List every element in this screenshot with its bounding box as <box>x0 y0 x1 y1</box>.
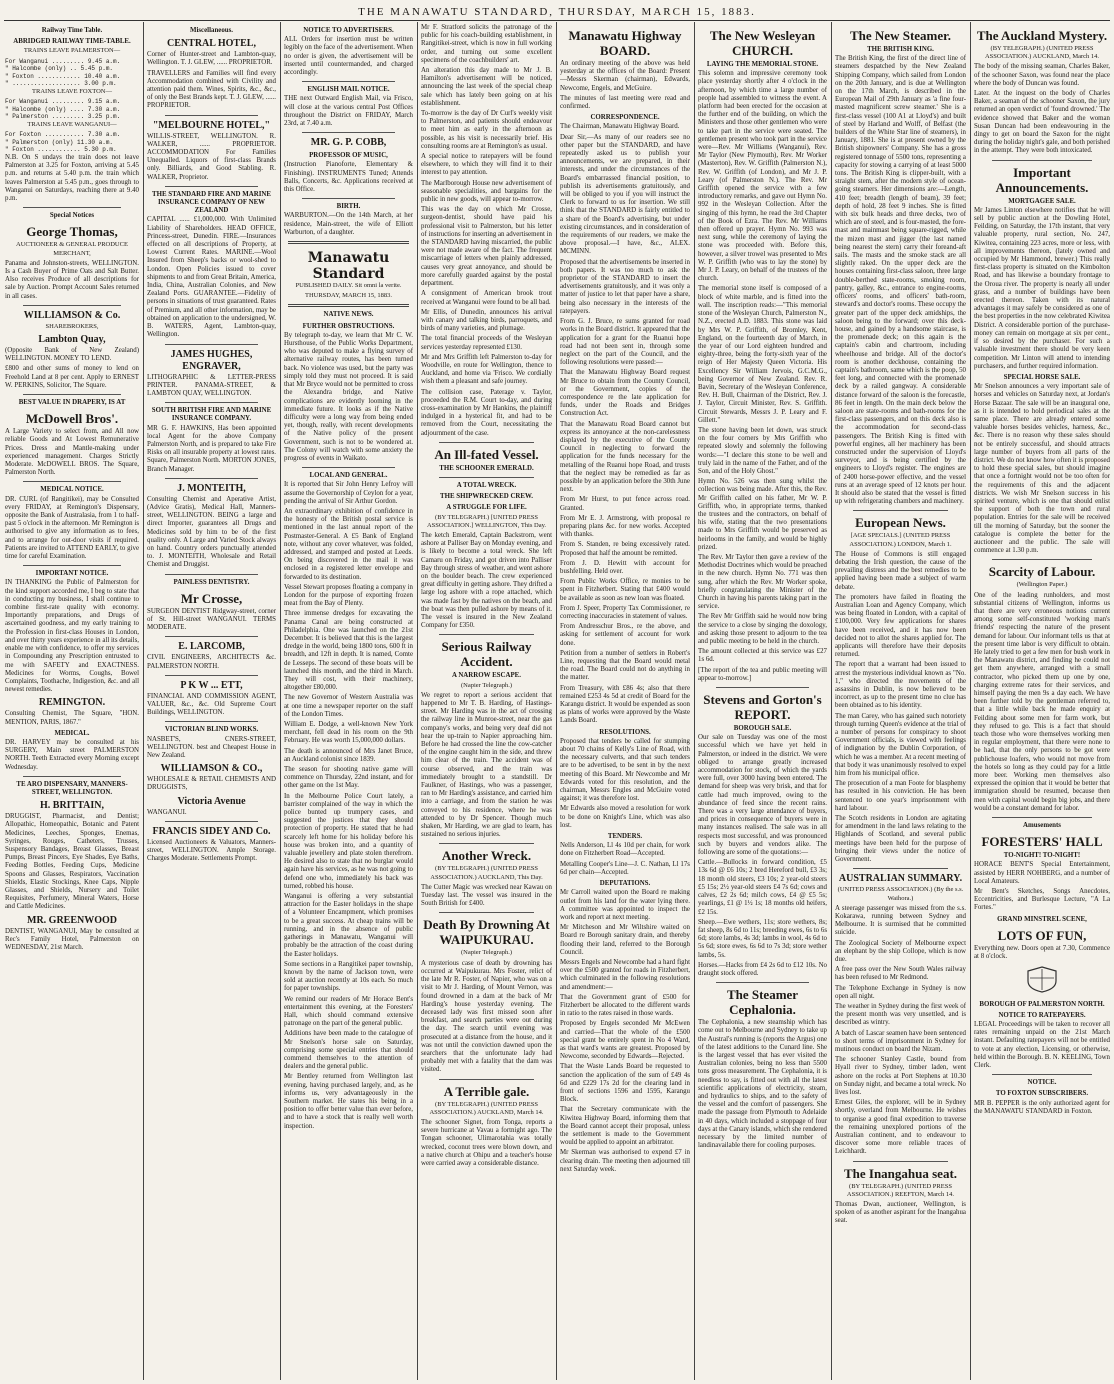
column-divider <box>556 22 557 1380</box>
paragraph: This solemn and impressive ceremony took place yesterday shortly after 4 o'clock in the afternoon, by which time a large number of people had assembled to witness the event. A platform had been erected for the occasion at the further end of the building, on which the Ministers and those other gentlemen who were to take part in the service were seated. The gentlemen present who took part in the service were—Rev. Mr Williams (Wanganui), Rev. Mr Taylor (New Plymouth), Rev. Mr Worker (Masterton), Rev. W. Griffith (Palmerston N.), Rev. W. Griffith (of London), and Mr J. P. Leary (of Palmerston N.). The Rev. Mr Griffith opened the service with a few introductory remarks, and gave out Hymn No. 992 in the Wesleyan Collection. After the singing of this hymn, he read the 3rd Chapter of the Book of Ezra. The Rev. Mr Williams then offered up prayer. Hymn No. 993 was next sung, while the ceremony of laying the stone was proceeded with. Before this, however, a silver trowel was presented to Mrs W. P. Griffith (who was to lay the stone) by Mr J. P. Leary, on behalf of the trustees of the church. <box>698 70 827 283</box>
paragraph: (Opposite Bank of New Zealand) WELLINGTON. MONEY TO LEND. <box>5 347 139 363</box>
paragraph: Panama and Johnston-streets, WELLINGTON. Is a Cash Buyer of Prime Oats and Salt Butter. Also receives Produce of all descriptions for sale by Auction. Prompt Account Sales returned in all cases. <box>5 259 139 300</box>
paragraph: ALL Orders for insertion must be written legibly on the face of the advertisement. When no order is given, the advertisement will be inserted until countermanded, and charged accordingly. <box>284 36 413 77</box>
paragraph: CIVIL ENGINEERS, ARCHITECTS &c. PALMERSTON NORTH. <box>147 654 276 670</box>
paragraph: Mr Edwards also moved a resolution for work to be done on Knight's Line, which was also lost. <box>560 805 690 829</box>
paper-masthead: Manawatu Standard <box>307 250 390 283</box>
section-heading: MEDICAL NOTICE. <box>40 486 104 494</box>
section-heading: A STRUGGLE FOR LIFE. <box>446 504 527 512</box>
paragraph: DRUGGIST, Pharmacist, and Dentist; Allopathic, Homeopathic, Botanic and Patent Medicines, Leeches, Sponges, Enemas, Syringes, Rouges, Catheters, Trusses, Suspensory Bandages, Breast Glasses, Breast Pumps, Breast Pincers, Eye Shades, Eye Baths, Feeding Bottles, Feeding Cups, Medicine Spoons and Glasses, Respirators, Vaccination Shields, Elastic Stockings, Knee Caps, Nipple Glasses, and Shields, Nursery and Toilet Requisites, Perfumery, Mineral Waters, Horse and Cattle Medicines. <box>5 813 139 911</box>
paragraph: From Andresschur Bros., re the above, and asking for settlement of account for work done. <box>560 623 690 647</box>
paragraph: The prosecution of a man Foote for blasphemy has resulted in his conviction. He has been sentenced to one year's imprisonment with hard labour. <box>835 780 966 812</box>
column-divider <box>831 22 832 1380</box>
paragraph: The Zoological Society of Melbourne expect an elephant by the ship Collope, which is now due. <box>835 939 966 963</box>
paragraph: A steerage passenger was missed from the s.s. Kokarawa, running between Sydney and Melbourne. It is surmised that he committed suicide. <box>835 904 966 937</box>
paragraph: The schooner Stanley Castle, bound from Hyall river to Sydney, timber laden, went ashore on the rocks at Port Stephens at 10.30 on Sunday night, and became a total wreck. No lives lost. <box>835 1056 966 1096</box>
headline: Manawatu Highway BOARD. <box>568 28 682 58</box>
paragraph: Our sale on Tuesday was one of the most successful which we have yet held in Palmerston, or indeed in the district. We were obliged to arrange greatly increased accommodation for stock, of which the yards were full, over 3000 having been entered. The demand for sheep was very brisk, and that for cattle had much improved, owing to the abundance of feed since the recent rains. There was a very large attendance of buyers, and prices in consequence of buyers were in many instances realised. The sale was in all respects most successful, and was pronounced such by buyers and vendors alike. The following are some of the quotations:— <box>698 734 827 857</box>
section-rule <box>853 1161 948 1162</box>
paragraph: LITHOGRAPHIC & LETTER-PRESS PRINTER. PANAMA-STREET, & LAMBTON QUAY, WELLINGTON. <box>147 373 276 397</box>
paragraph: A consignment of American brook trout received at Wanganui were found to be all bad. <box>421 290 552 306</box>
sub-headline: MR. G. P. COBB, <box>310 137 387 149</box>
paragraph: Metalling Cooper's Line—J. C. Nathan, Ll 17s 6d per chain—Accepted. <box>560 860 690 876</box>
section-heading: LAYING THE MEMORIAL STONE. <box>706 61 819 68</box>
section-rule <box>165 478 258 479</box>
paragraph: The weather in Sydney during the first week of the present month was very unsettled, and is described as wintry. <box>835 1002 966 1027</box>
paragraph: Thomas Dwan, auctioneer, Wellington, is spoken of as another aspirant for the Inangahua seat. <box>835 1201 966 1225</box>
paragraph: The Rev Mr Griffith said he would now bring the service to a close by singing the doxology, and asking those present to adjourn to the tea and public meeting to be held in the church. <box>698 613 827 646</box>
sub-headline: JAMES HUGHES, ENGRAVER, <box>170 348 253 372</box>
sub-headline: Victoria Avenue <box>177 795 246 807</box>
paragraph: DR. CURL (of Rangitikei), may be Consulted every FRIDAY, at Remington's Dispensary, opposite the Bank of Australasia, from 1 to half-past 5 o'clock in the afternoon. Mr Remington is authorised to give any information as to fees, and to arrange for out-door visits if required. Patients are invited to ATTEND EARLY, to give time for careful Examination. <box>5 495 139 561</box>
paragraph: In the Melbourne Police Court lately, a barrister complained of the way in which the police bunted up trumpery cases, and suggested the justices that they should protection of property. He stated that he had scarcely left home for his holiday before his house was broken into, and a quantity of valuable jewellery and plate stolen therefrom. He desired also to state that no burglar would again have his services, as he was not going to defend one who, immediately his back was turned, robbed his house. <box>284 792 413 890</box>
section-rule <box>716 982 809 983</box>
paragraph: The Cutter Magic was wrecked near Kawau on Tuesday last. The vessel was insured in the South British for £400. <box>421 883 552 908</box>
column-4-local-news <box>421 24 552 1380</box>
paragraph: The total financial proceeds of the Wesleyan services yesterday represented £130. <box>421 335 552 351</box>
paragraph: Everything new. Doors open at 7.30, Commence at 8 o'clock. <box>974 944 1110 961</box>
section-heading: THE BRITISH KING. <box>867 46 934 53</box>
dateline: AUCTIONEER & GENERAL PRODUCE MERCHANT, <box>16 241 128 257</box>
section-heading: NOTICE. <box>1027 1079 1057 1087</box>
paragraph: The season for shooting native game will commence on Thursday, 22nd instant, and for other game on the 1st May. <box>284 766 413 790</box>
dateline: (BY TELEGRAPH.) [UNITED PRESS ASSOCIATION.] WELLINGTON, This Day. <box>426 513 547 529</box>
double-rule <box>288 241 409 244</box>
section-rule <box>23 207 121 208</box>
section-rule <box>439 912 534 913</box>
paragraph: Three immense dredges for excavating the Panama Canal are being constructed at Philadelphia. One was launched on the 21st December. It is believed that this is the largest dredge in the world, being 1800 tons, 600 ft in breadth, and 12ft in depth. It is named, Comte de Lesseps. The second of these boats will be launched this month, and the third in March. They will cost, with their machinery, altogether £80,000. <box>284 610 413 692</box>
paragraph: IN THANKING the Public of Palmerston for the kind support accorded me, I beg to state that in conducting my business, I shall continue to combine first-rate quality with economy. Importantly preparations, and Drugs of ascertained goodness, and my early training to the Profession in first-class Houses in London, and over thirty years experience in all its details, enable me with confidence, to offer my services in Compounding any Prescription entrusted to me with SAFETY and EXACTNESS. Medicines for Worms, Coughs, Bowel Complaints, Toothache, Indigestion, &c. and all newest remedies. <box>5 579 139 694</box>
section-heading: IMPORTANT NOTICE. <box>35 570 109 578</box>
section-rule <box>165 186 258 187</box>
sub-headline: E. LARCOMB, <box>178 641 245 653</box>
paragraph: The minutes of last meeting were read and confirmed. <box>560 94 690 111</box>
paragraph: Mr Ellis, of Dunedin, announces his arrival with canary and talking birds, parroquets, and birds of many varieties, and plumage. <box>421 308 552 333</box>
paragraph: By telegraph to-day, we learn that Mr C. W. Hursthouse, of the Public Works Department, who was deputed to make a flying survey of alternative railway routes, has been turned back. No violence was used, but the party was simply told they must not proceed. It is said that Mr Bryce would not be permitted to cross the Alexandra bridge, and Native complications are evidently looming in the immediate future. It looks as if the Native difficulty were a long way from being ended yet, though, really, with recent developments of the Native policy of the present Government, such is not to be wondered at. The Colony will watch with some anxiety the progress of events in Waikato. <box>284 331 413 462</box>
section-heading: PROFESSOR OF MUSIC, <box>309 152 388 160</box>
paragraph: From Mr Hurst, to put fence across road. Granted. <box>560 496 690 512</box>
paragraph: The British King, the first of the direct line of steamers despatched by the New Zealand Shipping Company, which sailed from London on the 20th January, and is due at Wellington on the 17th March, is described in the European Mail of 29th January as 'a fine four-masted magnificent screw steamer.' She is a first-class vessel (100 A1 at Lloyd's) and built of steel by Harland and Wolff, of Belfast (the builders of the White Star line of steamers), in January, 1881. She is at present owned by the British shipowners' Company. She has a gross registered tonnage of 5500 tons, representing a capacity for stowing a carrying of at least 5000 tons. The British King is clipper-built, with a straight stem, after the modern style of ocean-going steamers. Her dimensions are:—Length, 410 feet; breadth (length of beam), 39 feet; depth of hold, 28 feet 9 inches. She is fitted with six bulk heads and three decks, two of which are of steel, and is four-masted, the fore-mast and mainmast being square-rigged, while the mizen mast and jigger (the last named being nearest the stern) carry their foreand-aft sails. The masts and the smoke stack are all slightly raked. On the upper deck are the houses containing first-class saloon, three large double-berthed state-rooms, smoking room, pantry, galley, &c., entrance to engine-rooms, officers' rooms, and officers' bath-room, steward's and doctor's rooms. These occupy the greater part of the upper deck amidships, the saloon being to the forward; over this deck-house, and gained by a handsome staircase, is the promenade deck; on this again is the captain's cabin and chartroom, including wheelhouse and bridge. All of the doctor's room is another deckhouse, containing the captain's bathroom, same which is the poop, 50 feet long, and connected with the promenade deck by a railed gangway. A considerable distance forward of the saloon is the forecastle, 86 feet in length. On the main deck below the saloon are state-rooms and bath-rooms for the first-class passengers, and on this deck also is the accommodation for second-class passengers. The British King is fitted with powerful engines, all her machinery has been constructed under the supervision of Lloyd's surveyor, and is being certified by the engineers to Lloyd's register. The engines are of 2400 horse-power effective, and the vessel runs at an average speed of 12 knots per hour. It should also be stated that the vessel is fitted up with refrigerating chambers and machinery. <box>835 55 966 506</box>
paragraph: Mr Bentley returned from Wellington last evening, having purchased largely, and, as he informs us, very advantageously in the Southern market. He states his being in a position to offer better value than ever before, and to have a stock that is really well worth inspection. <box>284 1073 413 1130</box>
sub-headline: J. MONTEITH, <box>177 482 246 494</box>
column-7-new-steamer <box>835 24 966 1380</box>
paragraph: The report that a warrant had been issued to arrest the mysterious individual known as "No. 1," who directed the movements of the assassins in Dublin, is now believed to be incorrect, as up to the present time no clue has been obtained as to his identity. <box>835 661 966 710</box>
column-3-editorial <box>284 24 413 1380</box>
headline: Death By Drowning At WAIPUKURAU. <box>423 917 550 948</box>
section-rule <box>165 675 258 676</box>
dateline: [AGE SPECIALS.] (UNITED PRESS ASSOCIATION.) LONDON, March 1. <box>849 532 952 548</box>
paragraph: Vessel Stewart proposes floating a company in London for the purpose of exporting frozen meat from the Bay of Plenty. <box>284 583 413 608</box>
paragraph: The Rev. Mr Taylor then gave a review of the Methodist Doctrines which would be preached in the new church. Hymn No. 771 was then sung, after which the Rev. Mr Worker spoke, briefly congratulating the Minister of the Church in having his parents taking part in the service. <box>698 553 827 611</box>
section-rule <box>165 636 258 637</box>
paragraph: The Scotch residents in London are agitating for amendment in the land laws relating to the Highlands of Scotland, and several public meetings have been held for the purpose of bringing their views under the notice of Government. <box>835 815 966 864</box>
newspaper-header: THE MANAWATU STANDARD, THURSDAY, MARCH 15, 1883. <box>358 6 756 18</box>
section-heading: CORRESPONDENCE. <box>590 114 660 122</box>
section-rule <box>716 687 809 688</box>
double-rule <box>288 304 409 307</box>
paragraph: Mr Bent's Sketches, Songs Anecdotes, Eccentricities, and Burlesque Lecture, "A La Fortes." <box>974 888 1110 912</box>
section-rule <box>165 344 258 345</box>
paragraph: From Mr E. J. Armstrong, with proposal re preparing plans &c. for new works. Accepted with thanks. <box>560 514 690 539</box>
section-rule <box>23 481 121 482</box>
sub-headline: Lambton Quay, <box>38 334 106 345</box>
paragraph: A batch of Lascar seamen have been sentenced to short terms of imprisonment in Sydney for mutinous conduct on board the Nizam. <box>835 1029 966 1053</box>
paragraph: We remind our readers of Mr Horace Bent's entertainment this evening, at the Foresters' Hall, which should command extensive patronage on the part of the general public. <box>284 995 413 1028</box>
paragraph: Cattle.—Bullocks in forward condition, £5 13s 6d @ £6 10s; 2 bred Hereford bull, £3 3s; 18 month old steers, £3 10s; 2 year-old steers £5 15s; 2½ year-old steers £4 7s 6d; cows and calves, £2 2s 6d; milch cows, £4 @ £5 5s; yearlings, £1 @ 1½ 1s; 18 months old heifers, £2 15s. <box>698 859 827 916</box>
sub-headline: CENTRAL HOTEL, <box>167 38 256 50</box>
paragraph: (Instruction Pianoforte, Elementary & Finishing). INSTRUMENTS Tuned; Attends Balls, Concerts, &c. Applications received at this Office. <box>284 161 413 194</box>
column-8-auckland-mystery <box>974 24 1110 1380</box>
section-heading: TENDERS. <box>607 833 643 841</box>
sub-headline: REMINGTON. <box>38 697 106 709</box>
section-rule <box>439 442 534 443</box>
paragraph: From Public Works Office, re monies to be spent in Fitzherbert. Stating that £400 would be available as soon as new loan was floated. <box>560 578 690 602</box>
paragraph: WHOLESALE & RETAIL CHEMISTS AND DRUGGISTS, <box>147 776 276 792</box>
section-heading: Railway Time Table. <box>41 27 103 34</box>
section-rule <box>302 198 395 199</box>
paragraph: DR. HARVEY may be consulted at his SURGERY, Main street PALMERSTON NORTH. Teeth Extracted every Morning except Wednesday. <box>5 738 139 771</box>
headline: Scarcity of Labour. <box>988 564 1096 580</box>
section-heading: A NARROW ESCAPE. <box>452 672 521 680</box>
headline: Mr Crosse, <box>180 590 243 606</box>
paragraph: That the Secretary communicate with the Kiwitea Highway Board, informing them that the Board cannot accept their proposal, unless the settlement is made to the Government would be applied to appoint an arbitrator. <box>560 1106 690 1147</box>
paragraph: Corner of Hunter-street and Lambton-quay, Wellington. T. J. GLEW, ...... PROPRIETOR. <box>147 51 276 67</box>
section-heading: PAINLESS DENTISTRY. <box>173 578 250 586</box>
paragraph: The body of the missing seaman, Charles Baker, of the schooner Saxon, was found near the place where the body of Duncan was found. <box>974 63 1110 87</box>
timetable: For Wanganui ......... 9.45 a.m. " Halcombe (only) .. 5.45 p.m. " Foxton ............ 10.40 a.m. " ................... 3.00 p.m. <box>5 57 121 88</box>
section-rule <box>992 559 1092 560</box>
headline: Important Announcements. <box>995 164 1089 195</box>
dateline: (BY TELEGRAPH.) (UNITED PRESS ASSOCIATION.) AUCKLAND, This Day. <box>430 865 543 881</box>
section-heading: NOTICE TO ADVERTISERS. <box>303 27 394 34</box>
paragraph: A free pass over the New South Wales railway has been refused to Mr Redmond. <box>835 966 966 982</box>
paragraph: Hymn No. 526 was then sung whilst the collection was being made. After this, the Rev. Mr Griffith called on his father, Mr W. P. Griffith, who, in appropriate terms, thanked the trustees and the contractors, on behalf of his wife, stating that the two presentations made to Mrs Griffith would be preserved as heirlooms in the family, and would be highly prized. <box>698 478 827 551</box>
paragraph: We regret to report a serious accident that happened to Mr T. B. Harding, of Hastings-street. Mr Harding was in the act of crossing the railway line in Munroe-street, near the gas company's works, and being very deaf did not hear the up-train to Napier approaching him. Before he had crossed the line the cow-catcher of the engine caught him in the side, and threw him clear of the train. The accident was of course observed, and the train was immediately brought to a standstill. Dr Faulkner, of Hastings, who was a passenger, ran to Mr Harding's assistance, and carried him into a carriage, and from the station he was conveyed to his residence, where he was attended to by Dr Spencer. Though much shaken, Mr Harding, we are glad to learn, has sustained no serious injuries. <box>421 691 552 839</box>
section-heading: SPECIAL HORSE SALE. <box>1003 373 1081 381</box>
paragraph: The ketch Emerald, Captain Backstrom, went ashore at Palliser Bay on Monday evening, and is likely to become a total wreck. She left Camaru on Friday, and got driven into Palliser Bay through stress of weather, and went ashore on the boulder beach. The crew experienced great difficulty in getting ashore. They drifted a large log ashore with a rope attached, which was made fast by the natives on the beach, and the boat was then pulled ashore by means of it. The vessel is insured in the New Zealand Company for £350. <box>421 531 552 630</box>
section-rule <box>439 1079 534 1080</box>
section-heading: SOUTH BRITISH FIRE AND MARINE INSURANCE COMPANY. <box>151 407 272 423</box>
column-divider <box>280 22 281 1380</box>
paragraph: Sheep.—Ewe wethers, 11s; store wethers, 8s; fat sheep, 8s 6d to 11s; breeding ewes, 6s to 6s 6d; store lambs, 4s 3d; lambs in wool, 4s 6d to 5s 6d; store ewes, 6s 6d to 7s 3d; store wether lambs, 5s. <box>698 918 827 959</box>
paragraph: The schooner Signet, from Tonga, reports a severe hurricane at Vavau a fortnight ago. The Tongan schooner, Ulimarotahia was totally wrecked, coconut trees were blown down, and a native church at Ohipu and a teacher's house were carried away a considerable distance. <box>421 1118 552 1167</box>
paragraph: Proposed that tenders be called for stumping about 70 chains of Kelly's Line of Road, with the necessary culverts, and that such tenders are to be advertised, to be sent in by the next meeting of this Board. Mr Newcombe and Mr Edwards voted for this resolution, and the chairman, Messrs Engles and McGuire voted against; it was therefore lost. <box>560 737 690 803</box>
paragraph: It is reported that Sir John Henry Lefroy will assume the Governorship of Ceylon for a year, pending the arrival of Sir Arthur Gordon. <box>284 481 413 505</box>
sub-headline: WILLIAMSON & Co. <box>23 309 121 321</box>
section-heading: TO-NIGHT! TO-NIGHT! <box>1003 852 1081 860</box>
section-heading: MEDICAL. <box>54 729 90 737</box>
paragraph: Licensed Auctioneers & Valuators, Manners-street, WELLINGTON. Ample Storage. Charges Moderate. Settlements Prompt. <box>147 838 276 863</box>
section-heading: ENGLISH MAIL NOTICE. <box>307 86 390 94</box>
headline: LOTS OF FUN, <box>997 927 1087 943</box>
section-heading: TE ARO DISPENSARY, MANNERS-STREET, WELLINGTON. <box>16 780 128 796</box>
paragraph: Some sections in a Rangitikei paper township, known by the name of Jackson town, were sold at auction recently at 10s each. So much for paper townships. <box>284 960 413 993</box>
headline: The Auckland Mystery. <box>976 28 1108 43</box>
paragraph: Mr Snelson announces a very important sale of horses and vehicles on Saturday next, at Jordan's Horse Bazaar. The sale will be an inaugural one, as it is intended to hold periodical sales at the same place. There are already entered some valuable horses besides vehicles, harness, &c., &c. There is no reason why these sales should not be entirely successful, and should attracts large number of buyers from all parts of the district. We do not know how often it is proposed to hold these special sales, but should imagine that once a fortnight would not be too often for the requirements of this and the adjacent districts. We wish Mr Snelson success in his spirited venture, which is one that should enlist the support of both the town and rural population. Entries for the sale will be received till the morning of Saturday, but the sooner the catalogue is complete the better for the auctioneer and the public. The sale will commence at 1.30 p.m. <box>974 383 1110 555</box>
section-heading: FURTHER OBSTRUCTIONS. <box>302 322 395 330</box>
paragraph: The memorial stone itself is composed of a block of white marble, and is fitted into the wall. The inscription reads:—"This memorial stone of the Wesleyan Church, Palmerston N., N.Z., erected A.D. 1883. This stone was laid by Mrs W. P. Griffith, of Bromley, Kent, England, on the fourteenth day of March, in the year of our Lord eighteen hundred and eighty-three, being the forty-sixth year of the reign of Her Majesty Queen Victoria. His Excellency Sir William Jervois, G.C.M.G., being Governor of New Zealand. Rev. R. Bavin, Secretary of the Wesleyan Conference, Rev. H. Bull, Chairman of the District, Rev. J. J. Taylor, Circuit Minister, Rev. S. Griffith. Circuit Stewards, Messrs J. P. Leary and F. Gillett." <box>698 285 827 424</box>
paragraph: A Large Variety to select from, and All now reliable Goods and At Lowest Remunerative Prices. Dress and Mantle-making under experienced management. Charges Strictly Moderate. McDOWELL BROS. The Square, Palmerston North. <box>5 428 139 477</box>
section-heading: DEPUTATIONS. <box>599 880 651 888</box>
paragraph: £800 and other sums of money to lend on Freehold Land at 8 per cent. Apply to ERNEST W. PERKINS, Solicitor, The Square. <box>5 365 139 389</box>
paragraph: TRAVELLERS and Families will find every Accommodation combined with Civility and attention paid them. Wines, Spirits, &c., &c., of only the Best Brands kept. T. J. GLEW, ...... PROPRIETOR. <box>147 69 276 110</box>
paragraph: A special notice to ratepayers will be found elsewhere, to which they will find it to their interest to pay attention. <box>421 153 552 177</box>
paragraph: Mr F. Stratford solicits the patronage of the public for his coach-building establishment, in Rangitikei-street, which is now in full working order, and turning out some excellent specimens of the coachbuilders' art. <box>421 24 552 64</box>
section-heading: NATIVE NEWS. <box>323 311 374 319</box>
paragraph: The collision case, Paterage v. Taylor, proceeded the R.M. Court to-day, and during cross-examination by Mr Hankins, the plaintiff indulged in a hysterical fit, and had to be removed from the Court, necessitating the adjournment of the case. <box>421 388 552 437</box>
paragraph: From J. Speer, Property Tax Commissioner, re correcting inaccuracies in statement of values. <box>560 604 690 620</box>
headline: FORESTERS' HALL <box>981 834 1103 850</box>
paragraph: From Treasury, with £86 4s; also that there remained £253 4s 5d at credit of Board for the Karangu district. It would be expended as soon as plans of works were approved by the Waste Lands Board. <box>560 684 690 725</box>
section-rule <box>165 574 258 575</box>
section-heading: BIRTH. <box>336 203 361 211</box>
paragraph: To-morrow is the day of Dr Curl's weekly visit to Palmerston, and patients should endeavour to meet him as early in the afternoon as possible, as his visit is necessarily brief. His consulting rooms are at Remington's as usual. <box>421 110 552 150</box>
paragraph: The Telephone Exchange in Sydney is now open all night. <box>835 984 966 1000</box>
section-heading: TO FOXTON SUBSCRIBERS. <box>995 1090 1089 1098</box>
section-rule <box>165 402 258 403</box>
paragraph: Mr and Mrs Griffith left Palmerston to-day for Woodville, en route for Wellington, thence to Auckland, and home via 'Frisco. We cordially wish them a pleasant and safe journey. <box>421 353 552 386</box>
dateline: (BY TELEGRAPH.) (UNITED PRESS ASSOCIATION.) AUCKLAND, March 14. <box>429 1100 544 1116</box>
paragraph: [The report of the tea and public meeting will appear to-morrow.] <box>698 666 827 682</box>
paragraph: That the Manawatu Road Board cannot but express its annoyance at the non-carelessness displayed by the executive of the County Council in neglecting to forward the application for the funds necessary for the metalling of the Ruanui hope Road, and trusts that the neglect may be remedied as far as possible by an application before the 30th June next. <box>560 420 690 494</box>
headline: European News. <box>855 515 946 531</box>
paragraph: William E. Dodge, a well-known New York merchant, fell dead in his room on the 9th February. He was worth 15,000,000 dollars. <box>284 721 413 745</box>
headline: Another Wreck. <box>441 848 532 864</box>
section-heading: THE SCHOONER EMERALD. <box>439 464 534 472</box>
paragraph: The Chairman, Manawatu Highway Board. <box>560 123 680 131</box>
paragraph: MR G. F. HAWKINS, Has been appointed local Agent for the above Company Palmerston North, and is prepared to take Fire Risks on all insurable property at lowest rates. Square, Palmerston North. MORTON JONES, Branch Manager. <box>147 424 276 473</box>
paragraph: The amount collected at this service was £27 1s 6d. <box>698 648 827 664</box>
paragraph: Messrs Engels and Newcombe had a hard fight over the £500 granted for roads in Fitzherbert, which culminated in the following resolutions and amendment:— <box>560 958 690 991</box>
paragraph: WILLIS-STREET, WELLINGTON. R. WALKER, ...... PROPRIETOR. ACCOMMODATION For Families Unequalled. Liquors of first-class Brands only. Billiards, and Good Stabling. R. WALKER, Proprietor. <box>147 132 276 181</box>
paragraph: Consulting Chemist and Aperative Artist, (Advice Gratis), Medical Hall, Manners-street, WELLINGTON. BEING a large and direct Importer, guarantees all Drugs and Medicines sold by him to be of the first quality only. A Large and Varied Stock always on hand. Country orders punctually attended to. J. MONTEITH, Wholesale and Retail Chemist and Druggist. <box>147 495 276 569</box>
section-heading: MORTGAGEE SALE. <box>1008 197 1076 205</box>
sub-headline: WILLIAMSON & CO., <box>160 763 263 775</box>
column-5-highway-board <box>560 24 690 1380</box>
section-rule <box>23 394 121 395</box>
section-heading: LOCAL AND GENERAL. <box>309 472 388 480</box>
dateline: (BY TELEGRAPH.) (UNITED PRESS ASSOCIATION.) REEFTON, March 14. <box>846 1182 955 1198</box>
paragraph: WANGANUI. <box>147 808 187 816</box>
dateline: TRAINS LEAVE WANGANUI— <box>27 120 117 128</box>
paragraph: An alteration this day made to Mr J. B. Hamilton's advertisement will be noticed, announcing the last week of the special cheap sale which has lately been going on at his establishment. <box>421 67 552 107</box>
headline: The Inangahua seat. <box>843 1165 958 1181</box>
sub-headline: AUSTRALIAN SUMMARY. <box>838 873 963 885</box>
section-rule <box>165 721 258 722</box>
paragraph: WARBURTON.—On the 14th March, at her residence, Main-street, the wife of Elliott Warburton, of a daughter. <box>284 212 413 236</box>
section-heading: RESOLUTIONS. <box>599 728 651 736</box>
column-6-wesleyan-church <box>698 24 827 1380</box>
paragraph: The Cephalonia, a new steamship which has come out to Melbourne and Sydney to take up the Austral's running is (reports the Argus) one of the latest additions to the Cunard line. She is the largest vessel that has ever visited the Australian colonies, being no less than 5500 tons gross measurement. The Cephalonia, it is needless to say, is fitted out with all the latest scientific applications of electricity, steam, and hydraulics to ships, and to the safety of the vessel and the comfort of passengers. She made the passage from Plymouth to Adelaide in 40 days, which included a stoppage of four days at the Canary islands, which she rendered necessary by the limited number of landinavailable there for cooling purposes. <box>698 1019 827 1150</box>
section-rule <box>302 467 395 468</box>
short-rule <box>439 477 534 478</box>
section-heading: Amusements <box>1023 822 1061 830</box>
paragraph: That the Manawatu Highway Board request Mr Bruce to obtain from the County Council, or the Government, copies of the correspondence re the late application for funds, under the Roads and Bridges Construction Act. <box>560 369 690 418</box>
dateline: (UNITED PRESS ASSOCIATION.) (By the s.s. Waihora.) <box>837 886 964 902</box>
paragraph: Wanganui is offering a very substantial attraction for the Easter holidays in the shape of a Volunteer Encampment, which promises to be a great success. At cheap trains will be running, and in the absence of public gatherings in Manawatu, Wanganui will probably be the attraction of the coast during the Easter holidays. <box>284 893 413 958</box>
section-heading: Miscellaneous. <box>189 27 234 34</box>
paragraph: CAPITAL ...... £1,000,000. With Unlimited Liability of Shareholders. HEAD OFFICE, Princess-street, Dunedin. FIRE.—Insurances effected on all descriptions of Property, at Lowest Current Rates. MARINE.—Wool Insured from Sheep's backs or wool-shed to London. Open Policies issued to cover shipments to and from Great Britain, America, India, China, Australian Colonies, and New Zealand Ports. GUARANTEE.—Fidelity of persons in situations of trust guaranteed. Rates of Premium, and all other information, may be obtained on application to the undersigned, W. B. WATERS, Agent, Lambton-quay, Wellington. <box>147 216 276 339</box>
paragraph: The promoters have failed in floating the Australian Loan and Agency Company, which was being floated in London, with a capital of £100,000. Very few applications for shares have been received, and it has now been decided not to allot the shares applied for. The applicants will therefore have their deposits returned. <box>835 593 966 659</box>
section-heading: THE STANDARD FIRE AND MARINE INSURANCE COMPANY OF NEW ZEALAND <box>152 190 271 215</box>
headline: Serious Railway Accident. <box>441 639 532 670</box>
dateline: PUBLISHED DAILY. Sit omni la verite. <box>295 282 402 290</box>
dateline: (BY TELEGRAPH.) (UNITED PRESS ASSOCIATION.) AUCKLAND, March 14. <box>984 45 1100 61</box>
sub-headline: MR. GREENWOOD <box>27 914 117 926</box>
section-rule <box>853 510 948 511</box>
paragraph: The House of Commons is still engaged debating the Irish question, the cause of the prevailing distress and the best remedies to be applied having been made a subject of warm debate. <box>835 550 966 591</box>
paragraph: Proposed by Engels seconded Mr McEwen and carried—That the whole of the £500 special grant be entirely spent in No 4 Ward, as that ward's wants are greatest. Proposed by Newcome, seconded by Edwards—Rejected. <box>560 1020 690 1061</box>
dateline: (Wellington Paper.) <box>1016 581 1068 589</box>
section-heading: VICTORIAN BLIND WORKS. <box>164 726 259 734</box>
paragraph: An ordinary meeting of the above was held yesterday at the offices of the Board: Present—Messrs Skerman (chairman), Edwards, Newcome, Engels, and McGuire. <box>560 60 690 92</box>
section-rule <box>165 821 258 822</box>
paragraph: A mysterious case of death by drowning has occurred at Waipukurau. Mrs Foster, relict of the late Mr R. Foster, of Napier, who was on a visit to Mr J. Harding, of Mount Vernon, was found drowned in a dam at the back of Mr Harding's house yesterday evening. The deceased lady was first missed soon after breakfast, and search parties were out during the day. The search until evening was prosecuted at a distance from the house, and it was not until the conviction dawned upon the searchers that the unfortunate lady had probably met with a fatality that the dam was visited. <box>421 959 552 1074</box>
sub-headline: H. BRITTAIN, <box>40 800 104 812</box>
headline: An Ill-fated Vessel. <box>434 446 539 462</box>
headline: Stevens and Gorton's REPORT. <box>703 692 822 723</box>
section-rule <box>439 634 534 635</box>
paragraph: N.B. On S undays the train does not leave Palmerston at 3.25 for Foxton, arriving at 5.45 p.m. and returns at 5.40 p.m. the train which leaves Palmerston at 5.45 p.m., goes through to Wanganui on Saturdays, reaching there at 9.40 p.m. <box>5 153 139 202</box>
dateline: THURSDAY, MARCH 15, 1883. <box>304 292 393 300</box>
section-rule <box>165 115 258 116</box>
paragraph: Horses.—Hacks from £4 2s 6d to £12 10s. No draught stock offered. <box>698 961 827 977</box>
dateline: SHAREBROKERS, <box>45 322 99 330</box>
column-1-railway-and-notices <box>5 24 139 1380</box>
section-heading: ABRIDGED RAILWAY TIME-TABLE. <box>13 38 131 46</box>
headline: George Thomas, <box>26 224 118 240</box>
section-rule <box>302 132 395 133</box>
column-divider <box>694 22 695 1380</box>
headline: The New Wesleyan CHURCH. <box>709 28 816 58</box>
column-2-miscellaneous-ads <box>147 24 276 1380</box>
paragraph: Mr Skerman was authorised to expend £7 in clearing drain. The meeting then adjourned till next Saturday week. <box>560 1149 690 1173</box>
paragraph: An extraordinary exhibition of confidence in the honesty of the British postal service is mentioned in the last annual report of the Postmaster-General. A £5 Bank of England note, without any cover whatever, was folded, addressed, and stamped and posted at Leeds. On being discovered in the mail it was enclosed in a registered letter envelope and forwarded to its destination. <box>284 507 413 581</box>
section-rule <box>23 305 121 306</box>
paragraph: The death is announced of Mrs Janet Bruce, an Auckland colonist since 1839. <box>284 747 413 763</box>
headline: A Terrible gale. <box>443 1083 530 1099</box>
paragraph: The stone having been let down, was struck on the four corners by Mrs Griffith who repeated slowly and solemnly the following words:—"I declare this stone to be well and truly laid in the name of the Father, and of the Son, and of the Holy Ghost." <box>698 426 827 475</box>
paragraph: The man Carey, who has gained such notoriety through turning Queen's evidence at the trial of a number of persons for conspiracy to shoot Government officials, is viewed with feelings of indignation by the Dublin Corporation, of which he was a member. At a recent meeting of that body it was unanimously resolved to expel him from his municipal office. <box>835 712 966 778</box>
section-rule <box>23 565 121 566</box>
paragraph: Ernest Giles, the explorer, will be in Sydney shortly, overland from Melbourne. He wishes to organise a good final expedition to traverse the remaining unexplored portions of the Australian continent, and to endeavour to discover some more reliable traces of Leichhardt. <box>835 1099 966 1156</box>
paragraph: From J. D. Hewitt with account for bushfelling. Held over. <box>560 559 690 575</box>
paragraph: From G. J. Bruce, re sums granted for road works in the Board district. It appeared that the application for a grant for the Ruanui hope road had not been sent in, through some neglect on the part of the Council, and the following resolutions were passed:— <box>560 318 690 367</box>
section-rule <box>23 776 121 777</box>
section-rule <box>992 160 1092 161</box>
paragraph: Additions have been made to the catalogue of Mr Snelson's horse sale on Saturday, comprising some special entries that should commend themselves to the attention of dealers and the general public. <box>284 1030 413 1071</box>
paragraph: Proposed that the advertisements be inserted in both papers. It was too much to ask the proprietor of the STANDARD to insert the advertisements gratuitously, and it was only a matter of justice to let that paper have a share, being also necessary in the interests of the ratepayers. <box>560 258 690 315</box>
paragraph: DENTIST, WANGANUI, May be consulted at Rec's Family Hotel, Palmerston on WEDNESDAY, 21st March. <box>5 927 139 951</box>
paragraph: That the Waste Lands Board be requested to sanction the application of the sum of £49 4s 6d and £229 17s 2d for the clearing land in front of sections 1596 and 1595, Karangu Block. <box>560 1063 690 1104</box>
borough-crest-icon <box>974 965 1110 996</box>
paragraph: NASBET'S, CNERS-STREET, WELLINGTON. best and Cheapest House in New Zealand. <box>147 735 276 759</box>
section-rule <box>992 817 1092 818</box>
section-rule <box>439 843 534 844</box>
sub-headline: P K W ... ETT, <box>180 679 243 691</box>
column-divider <box>417 22 418 1380</box>
section-rule <box>853 868 948 869</box>
column-divider <box>970 22 971 1380</box>
section-heading: A TOTAL WRECK. <box>456 481 517 489</box>
dateline: (Napier Telegraph.) <box>460 949 513 957</box>
paragraph: SURGEON DENTIST Ridgway-street, corner of St. Hill-street WANGANUI. TERMS MODERATE. <box>147 607 276 632</box>
paragraph: LEGAL Proceedings will be taken to recover all rates remaining unpaid on the 21st March instant. Defaulting ratepayers will not be entitled to vote at any election, Licensing, or otherwise, held within the Borough. B. N. KEELING, Town Clerk. <box>974 1020 1110 1069</box>
paragraph: Mr James Linton elsewhere notifies that he will sell by public auction at the Dowling Hotel, Feilding, on Saturday, the 17th instant, that very valuable property, rural section, No. 247, Kiwitea, containing 223 acres, more or less, with all improvements thereon, (lately owned and occupied by Mr Hammond, brewer.) This really first-class property is situated on the Kimbolton Road, and has likewise a boundary frontage to the Oroua river. The property is nearly all under grass, and a number of buildings have been erected thereon. Taken with its natural advantages it may safely be considered as one of the best properties in the now celebrated Kiwitea District. A considerable portion of the purchase-money can remain on mortgage at six per cent., if so desired by the purchaser. For such a valuable investment there should be very keen competition. Mr Linton will attend to intending purchasers, and further required information. <box>974 206 1110 370</box>
paragraph: This was the day on which Mr Crosse, surgeon-dentist, should have paid his professional visit to Palmerston, but his letter of instructions for inserting an advertisement in the STANDARD having miscarried, the public were not made aware of the fact. The frequent miscarriage of letters when plainly addressed, causes very great annoyance, and should be more carefully guarded against by the postal department. <box>421 206 552 288</box>
column-divider <box>143 22 144 1380</box>
section-heading: NOTICE TO RATEPAYERS. <box>998 1011 1086 1019</box>
paragraph: One of the leading runholders, and most substantial citizens of Wellington, informs us that there are very erroneous notions current among some self-constituted 'working man's friends' respecting the nature of the present demand for labour. Our informant tells us that at the present time labor is very difficult to obtain. He lately tried to get a few men for bush work in the Manawatu district, and finding he could not get them anywhere, arranged with a small contractor, who picked them up one by one, charging extreme rates for their services, and himself paying the men 9s a day each. We have been further told by the gentleman referred to, that a little while back he made enquiry at Feilding about some men for farm work, but they refused to go. This is a fact that should teach those who wore themselves working men in regular employment, that there were none to be had, that the only persons to be got were publichouse loafers, who would not move from the hotels so long as they could pay for a little more beer. Working men themselves also expressed the opinion that it would be better that immigration should be resumed, because then men with capital would begin big jobs, and there would be a constant demand for labor. <box>974 591 1110 812</box>
paragraph: From S. Standen, re being excessively rated. Proposed that half the amount be remitted. <box>560 541 690 557</box>
section-heading: Special Notices <box>49 212 95 220</box>
section-heading: BEST VALUE IN DRAPERY, IS AT <box>18 399 126 407</box>
sub-headline: "MELBOURNE HOTEL," <box>152 119 271 131</box>
section-heading: THE SHIPWRECKED CREW. <box>440 493 533 501</box>
paragraph: THE next Outward English Mail, via Frisco, will close at the various central Post Offices throughout the District on FRIDAY, March 23rd, at 7.40 a.m. <box>284 95 413 128</box>
paragraph: The Marlborough House new advertisement of seasonable specialities, and bargains for the public in new goods, will appear to-morrow. <box>421 179 552 204</box>
paragraph: Mr Carroll waited upon the Board re making outlet from his land for the water lying there. A committee was appointed to inspect the work and report at next meeting. <box>560 889 690 921</box>
paragraph: Nells Anderson, Ll 4s 10d per chain, for work done on Fitzherbert Road—Accepted. <box>560 842 690 858</box>
section-heading: BOROUGH SALE. <box>733 725 792 733</box>
paragraph: Consulting Chemist, The Square, "HON. MENTION, PARIS, 1867." <box>5 710 139 726</box>
section-heading: GRAND MINSTREL SCENE, <box>997 915 1087 923</box>
timetable: For Foxton ........... 7.30 a.m. " Palmerston (only) 11.30 a.m. " Foxton ............ 5.30 p.m. <box>5 131 121 154</box>
paragraph: Later. At the inquest on the body of Charles Baker, a seaman of the schooner Saxon, the jury returned an open verdict of 'found drowned.' The evidence showed that Baker and the woman Susan Duncan had been endeavouring in the dingy to get on board the Saxon for the night during the holiday night's gale, and both perished in the attempt. They were both intoxicated. <box>974 90 1110 155</box>
paragraph: The new Governor of Western Australia was at one time a newspaper reporter on the staff of the London Times. <box>284 694 413 718</box>
headline: McDowell Bros'. <box>25 411 119 427</box>
header-rule <box>4 20 1110 21</box>
sub-headline: FRANCIS SIDEY AND Co. <box>152 825 271 837</box>
paragraph: Petition from a number of settlers in Robert's Line, requesting that the Board would metal the road. The Board could not do anything in the matter. <box>560 649 690 682</box>
paragraph: HORACE BENT'S Special Entertainment, assisted by HERR NOHBERG, and a number of Local Amateurs. <box>974 861 1110 885</box>
paragraph: That the Government grant of £500 for Fitzherbert be allocated to the different wards in ratio to the rates raised in those wards. <box>560 993 690 1018</box>
section-heading: BOROUGH OF PALMERSTON NORTH. <box>979 1000 1105 1008</box>
paragraph: Dear Sir,—As many of our readers see no other paper but the STANDARD, and have repeatedly asked us to publish your announcements, we are prepared, in their interests, and under the circumstances of the Board's embarrassed financial position, to publish its advertisements gratuitously, and will be obliged to you if you will instruct the Clerk to forward to us for insertion. We still think that the STANDARD is fairly entitled to a share of the Board's advertising, but under existing circumstances, and in consideration of the requirements of our readers, we make the above proposal.—I have, &c., ALEX. MCMINN. <box>560 133 690 256</box>
timetable: For Wanganui ......... 9.15 a.m. " Halcombe (only) .... 7.30 a.m. " Palmerston ......... 3.25 p.m. <box>5 98 121 121</box>
dateline: (Napier Telegraph.) <box>460 681 513 689</box>
section-rule <box>302 81 395 82</box>
dateline: TRAINS LEAVE FOXTON— <box>32 87 112 95</box>
section-rule <box>992 1074 1092 1075</box>
paragraph: Mr Mitcheson and Mr Wiltshire waited on Board re Borough sanitary drain, and thereby flooding their land, referred to the Borough Council. <box>560 924 690 956</box>
dateline: TRAINS LEAVE PALMERSTON— <box>23 47 121 55</box>
paragraph: FINANCIAL AND COMMISSION AGENT, VALUER, &c., &c. Old Supreme Court Buildings, WELLINGTON. <box>147 692 276 717</box>
headline: The New Steamer. <box>850 28 951 43</box>
headline: The Steamer Cephalonia. <box>726 987 799 1018</box>
paragraph: MR B. PEPPER is the only authorized agent for the MANAWATU STANDARD in Foxton. <box>974 1099 1110 1115</box>
